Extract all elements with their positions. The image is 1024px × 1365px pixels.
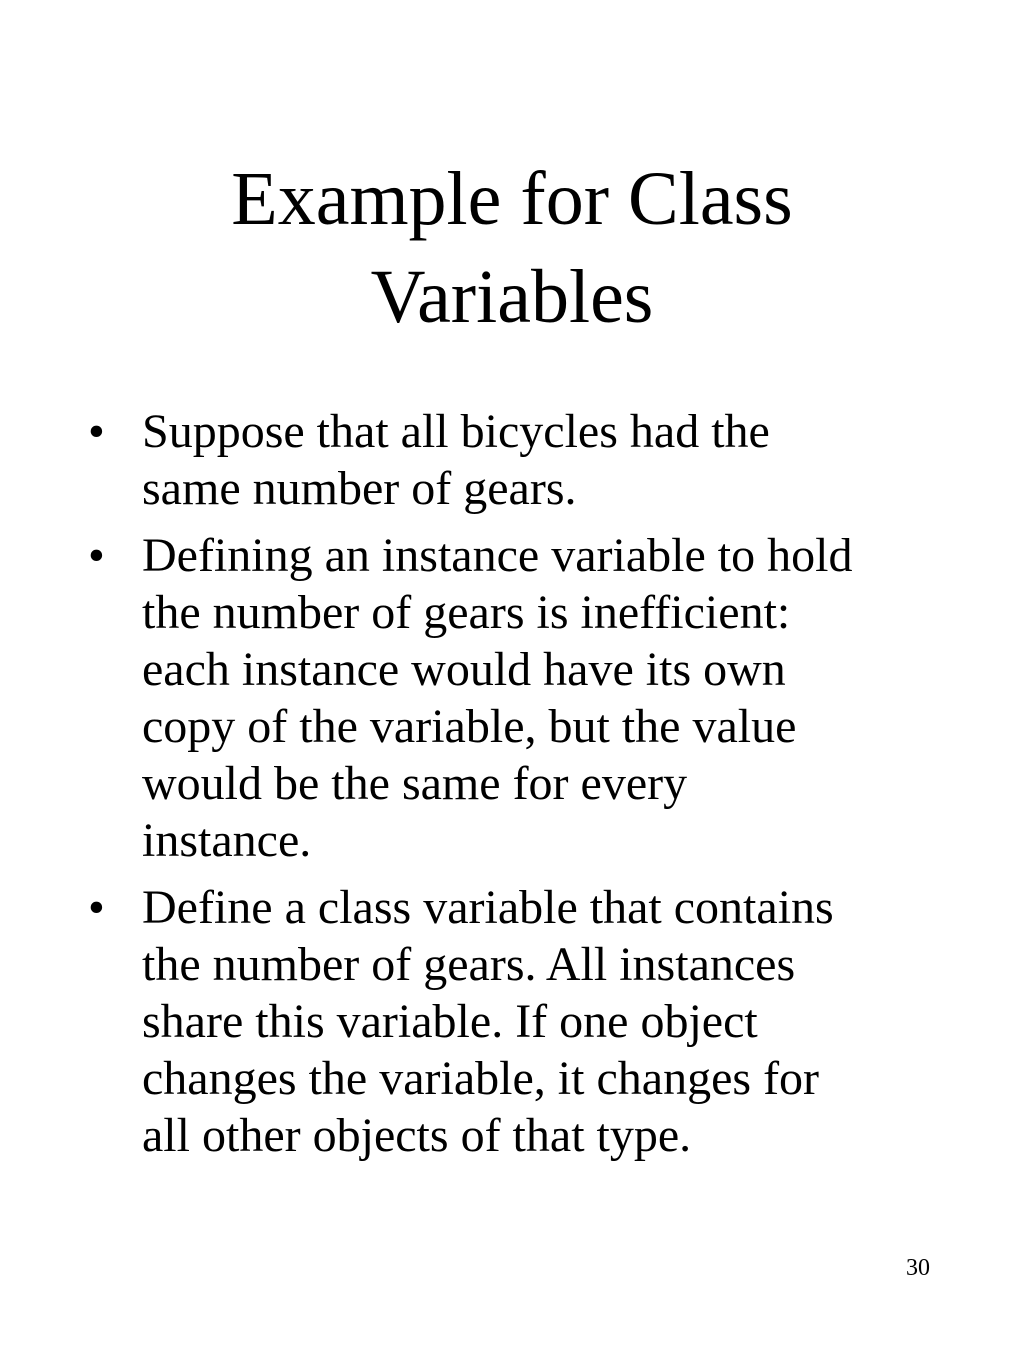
- bullet-line: Define a class variable that contains: [142, 881, 834, 934]
- bullet-line: Defining an instance variable to hold: [142, 529, 853, 582]
- bullet-list: [0, 403, 1024, 1174]
- bullet-line: the number of gears. All instances: [142, 938, 796, 991]
- bullet-icon: •: [88, 881, 105, 934]
- bullet-line: would be the same for every: [142, 757, 688, 810]
- bullet-item-1: [0, 403, 1024, 517]
- bullet-line: same number of gears.: [142, 462, 577, 515]
- bullet-item-3: [0, 879, 1024, 1164]
- slide-title: [100, 150, 924, 346]
- page-number: 30: [906, 1255, 930, 1281]
- bullet-line: each instance would have its own: [142, 643, 786, 696]
- bullet-line: all other objects of that type.: [142, 1109, 692, 1162]
- bullet-line: changes the variable, it changes for: [142, 1052, 820, 1105]
- bullet-line: Suppose that all bicycles had the: [142, 405, 770, 458]
- title-line-2: Variables: [370, 255, 654, 339]
- bullet-line: instance.: [142, 814, 312, 867]
- bullet-icon: •: [88, 405, 105, 458]
- title-line-1: Example for Class: [231, 157, 793, 241]
- bullet-item-2: [0, 527, 1024, 869]
- bullet-line: copy of the variable, but the value: [142, 700, 797, 753]
- bullet-line: share this variable. If one object: [142, 995, 758, 1048]
- bullet-icon: •: [88, 529, 105, 582]
- bullet-line: the number of gears is inefficient:: [142, 586, 791, 639]
